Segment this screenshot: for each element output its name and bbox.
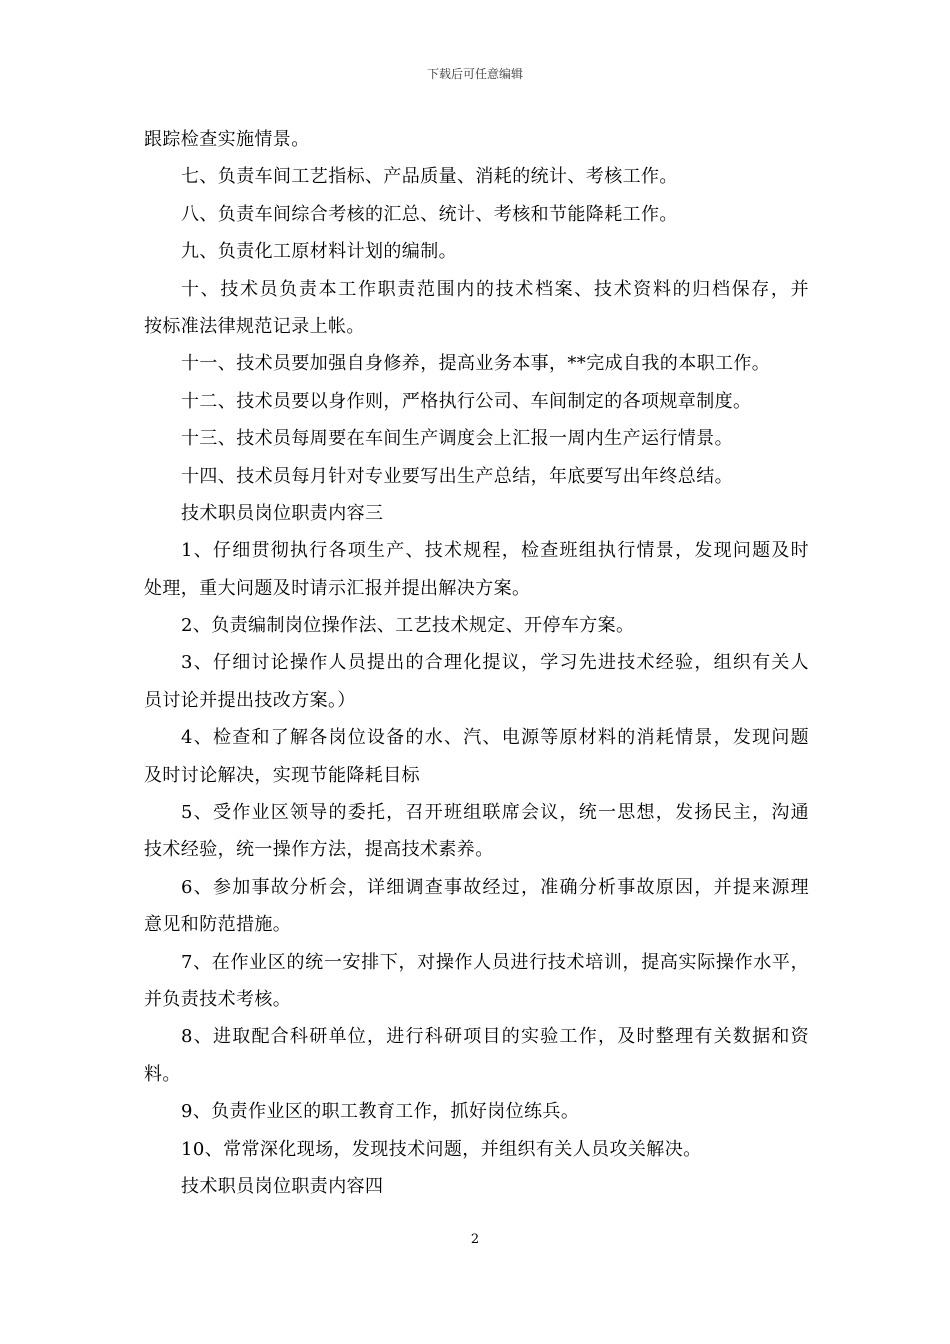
paragraph-line: 及时讨论解决，实现节能降耗目标 [144, 764, 420, 786]
section-heading: 技术职员岗位职责内容四 [181, 1175, 384, 1197]
paragraph-line: 意见和防范措施。 [144, 914, 292, 936]
paragraph-line: 技术经验，统一操作方法，提高技术素养。 [144, 839, 494, 861]
paragraph-line: 10、常常深化现场，发现技术问题，并组织有关人员攻关解决。 [181, 1138, 702, 1160]
paragraph-line: 6、参加事故分析会，详细调查事故经过，准确分析事故原因，并提来源理 [181, 876, 809, 898]
paragraph-line: 跟踪检查实施情景。 [144, 129, 310, 150]
paragraph-line: 十、技术员负责本工作职责范围内的技术档案、技术资料的归档保存，并 [181, 278, 809, 300]
paragraph-line: 按标准法律规范记录上帐。 [144, 315, 365, 337]
paragraph-line: 十二、技术员要以身作则，严格执行公司、车间制定的各项规章制度。 [181, 390, 752, 412]
paragraph-line: 八、负责车间综合考核的汇总、统计、考核和节能降耗工作。 [181, 203, 678, 225]
paragraph-line: 十一、技术员要加强自身修养，提高业务本事，**完成自我的本职工作。 [181, 353, 771, 375]
paragraph-line: 九、负责化工原材料计划的编制。 [181, 241, 457, 263]
paragraph-line: 料。 [144, 1063, 181, 1085]
paragraph-line: 十四、技术员每月针对专业要写出生产总结，年底要写出年终总结。 [181, 465, 733, 487]
paragraph-line: 并负责技术考核。 [144, 988, 292, 1010]
paragraph-line: 十三、技术员每周要在车间生产调度会上汇报一周内生产运行情景。 [181, 428, 733, 450]
paragraph-line: 9、负责作业区的职工教育工作，抓好岗位练兵。 [181, 1101, 580, 1123]
document-body [144, 125, 809, 1209]
paragraph-line: 4、检查和了解各岗位设备的水、汽、电源等原材料的消耗情景，发现问题 [181, 727, 809, 749]
paragraph-line: 3、仔细讨论操作人员提出的合理化提议，学习先进技术经验，组织有关人 [181, 652, 809, 674]
paragraph-line: 7、在作业区的统一安排下，对操作人员进行技术培训，提高实际操作水平， [181, 951, 809, 973]
page-number: 2 [470, 1232, 480, 1247]
section-heading: 技术职员岗位职责内容三 [181, 502, 384, 524]
paragraph-line: 5、受作业区领导的委托，召开班组联席会议，统一思想，发扬民主，沟通 [181, 802, 809, 824]
paragraph-line: 七、负责车间工艺指标、产品质量、消耗的统计、考核工作。 [181, 166, 678, 188]
paragraph-line: 2、负责编制岗位操作法、工艺技术规定、开停车方案。 [181, 615, 635, 637]
page-header: 下载后可任意编辑 [426, 67, 523, 81]
paragraph-line: 处理，重大问题及时请示汇报并提出解决方案。 [144, 577, 531, 599]
paragraph-line: 1、仔细贯彻执行各项生产、技术规程，检查班组执行情景，发现问题及时 [181, 540, 809, 562]
paragraph-line: 8、进取配合科研单位，进行科研项目的实验工作，及时整理有关数据和资 [181, 1026, 809, 1048]
paragraph-line: 员讨论并提出技改方案。） [144, 689, 356, 711]
